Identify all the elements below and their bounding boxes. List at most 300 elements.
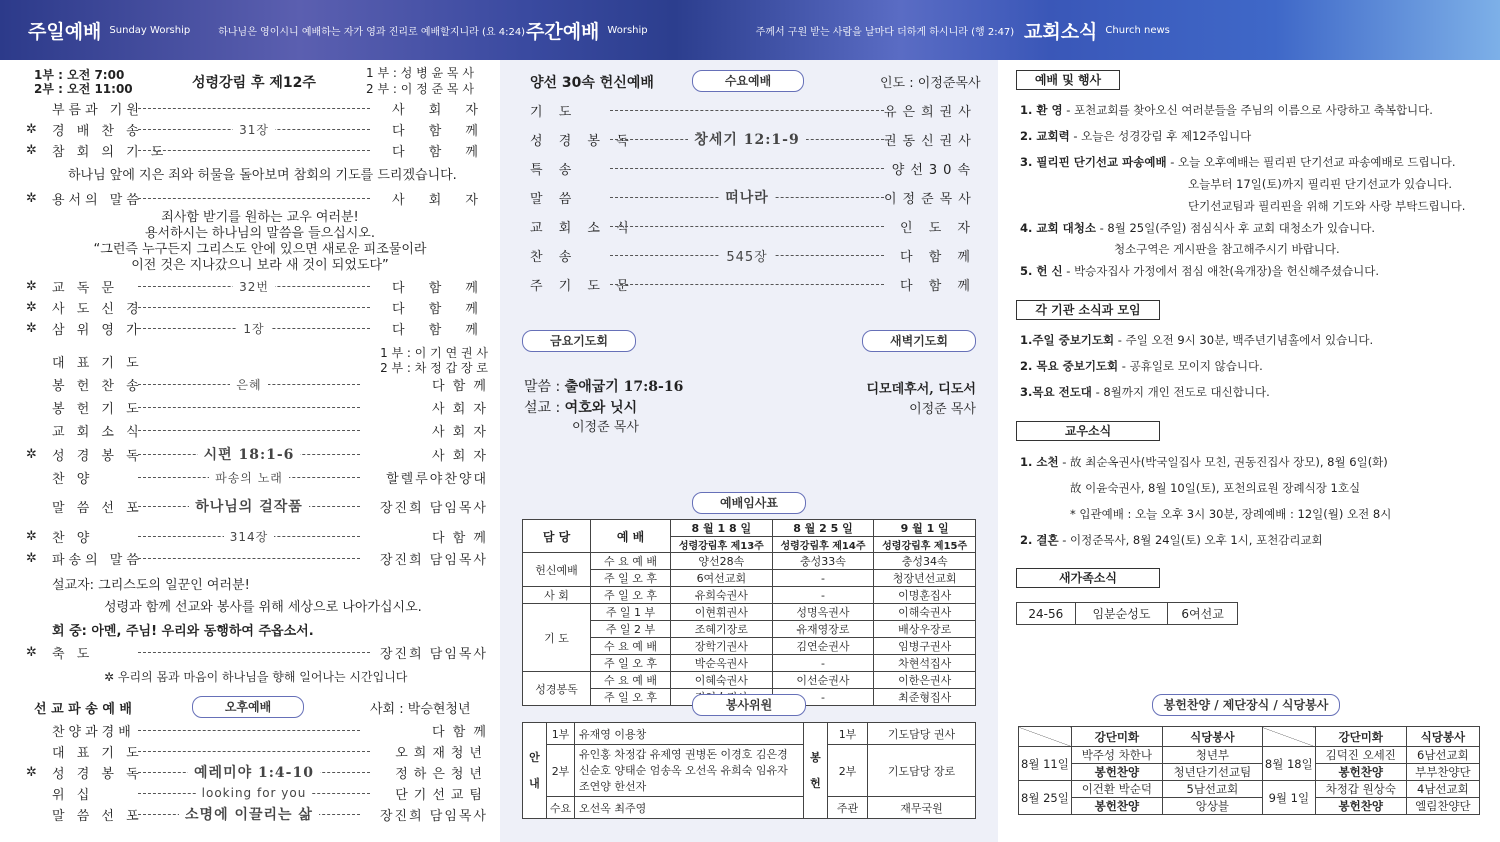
- order-detail: looking for you: [196, 786, 313, 800]
- dash-line: [138, 496, 360, 516]
- event-item: [1020, 128, 1251, 144]
- dash-line: [138, 741, 370, 761]
- order-right: 다 함 께: [392, 301, 488, 317]
- offering-label: 봉헌: [804, 723, 828, 819]
- duty-service: 주 일 2 부: [591, 621, 671, 638]
- news-header-title: 교회소식: [1024, 20, 1098, 43]
- usher-label: 안내: [523, 723, 547, 819]
- rep-prayer-row: [26, 346, 488, 376]
- service-row: [523, 745, 976, 797]
- friday-word-label: 말씀 :: [524, 379, 561, 395]
- star-mark: ✲: [26, 299, 37, 315]
- dash-line: [610, 216, 884, 236]
- duty-date-2: 8 월 2 5 일: [772, 520, 874, 537]
- order-detail: 545장: [720, 246, 773, 265]
- bottom-cell: 엘림찬양단: [1406, 798, 1479, 815]
- duty-cell: 이해숙권사: [874, 604, 976, 621]
- dawn-preacher: 이정준 목사: [909, 402, 976, 417]
- order-right: 유은희권사: [884, 104, 977, 120]
- duty-cell: 이현휘권사: [671, 604, 773, 621]
- duty-cell: 임병구권사: [874, 638, 976, 655]
- duty-cell: 6여선교회: [671, 570, 773, 587]
- weekly-worship-column: [500, 60, 998, 842]
- bottom-pill: 봉헌찬양 / 제단장식 / 식당봉사: [1152, 694, 1340, 716]
- order-right: 다 함 께: [432, 530, 488, 546]
- star-mark: ✲: [26, 121, 37, 137]
- order-detail: 하나님의 걸작품: [189, 496, 309, 516]
- offering-3-label: 주관: [828, 797, 868, 819]
- service-pill: 봉사위원: [692, 694, 806, 716]
- duty-cell: 이명훈집사: [874, 587, 976, 604]
- order-right: 다 함 께: [392, 144, 488, 160]
- usher-2-label: 2부: [547, 745, 575, 797]
- order-row: [26, 783, 488, 803]
- bottom-row: [1019, 747, 1480, 764]
- weekly-lead: 인도 : 이정준목사: [880, 76, 981, 91]
- duty-service: 주 일 오 후: [591, 587, 671, 604]
- dash-line: [138, 467, 360, 487]
- bottom-head: 강단미화: [1315, 727, 1406, 747]
- duty-head-service: 예 배: [591, 520, 671, 553]
- event-item: [1020, 220, 1375, 236]
- star-mark: ✲: [26, 278, 37, 294]
- bottom-cell: 5남선교회: [1162, 781, 1262, 798]
- duty-cell: 양선28속: [671, 553, 773, 570]
- news-label: 1. 소천: [1020, 455, 1059, 469]
- duty-cell: 최준형집사: [874, 689, 976, 706]
- order-name: 주 기 도 문: [530, 278, 635, 294]
- sending-line-3: 회 중: 아멘, 주님! 우리와 동행하여 주옵소서.: [52, 624, 314, 639]
- weekly-order-row: [530, 129, 976, 149]
- order-right: 사 회 자: [432, 424, 488, 440]
- order-name: 위 십: [52, 787, 94, 803]
- duty-pill: 예배임사표: [692, 492, 806, 514]
- service-time-2: 2부 : 오전 11:00: [34, 82, 133, 96]
- newfamily-name: 임분순성도: [1075, 603, 1168, 625]
- duty-group: 성경봉독: [523, 672, 591, 706]
- order-name: 대 표 기 도: [52, 355, 143, 371]
- duty-service: 수 요 예 배: [591, 672, 671, 689]
- news-label: 2. 결혼: [1020, 533, 1059, 547]
- order-name: 삼 위 영 가: [52, 322, 143, 338]
- duty-cell: -: [772, 587, 874, 604]
- order-name: 말 씀 선 포: [52, 808, 143, 824]
- member-item: [1070, 506, 1391, 522]
- order-detail: 소명에 이끌리는 삶: [179, 804, 319, 824]
- rep-prayer-2: 2 부 : 차 정 갑 장 로: [380, 361, 488, 375]
- bottom-date: 9월 1일: [1262, 781, 1315, 815]
- news-text: - 故 최순옥권사(박국일집사 모친, 권동진집사 장모), 8월 6일(화): [1062, 455, 1388, 469]
- pardon-text: [60, 210, 460, 274]
- order-name: 찬양과경배: [52, 724, 135, 740]
- bottom-corner-right: [1262, 727, 1315, 747]
- duty-cell: 유희숙권사: [671, 587, 773, 604]
- bottom-date: 8월 11일: [1019, 747, 1072, 781]
- order-name: 교 독 문: [52, 280, 118, 296]
- duty-date-3: 9 월 1 일: [874, 520, 976, 537]
- bottom-row: [1019, 764, 1480, 781]
- order-row: [26, 140, 488, 160]
- order-name: 경 배 찬 송: [52, 123, 143, 139]
- duty-row: [523, 570, 976, 587]
- bottom-head: 식당봉사: [1162, 727, 1262, 747]
- news-text: - 박승자집사 가정에서 점심 애찬(육개장)을 헌신해주셨습니다.: [1066, 264, 1380, 278]
- bottom-cell: 청년부: [1162, 747, 1262, 764]
- order-name: 참 회 의 기 도: [52, 144, 168, 160]
- weekly-header-verse: 주께서 구원 받는 사람을 날마다 더하게 하시니라 (행 2:47): [755, 26, 1015, 38]
- bottom-cell: 차정갑 원상숙: [1315, 781, 1406, 798]
- news-text: - 8월 25일(주일) 점심식사 후 교회 대청소가 있습니다.: [1099, 221, 1375, 235]
- service-row: [523, 797, 976, 819]
- afternoon-host: 사회 : 박승현청년: [370, 702, 471, 717]
- order-name: 찬 송: [530, 249, 578, 265]
- org-item: [1020, 384, 1270, 400]
- duty-date-1: 8 월 1 8 일: [671, 520, 773, 537]
- bottom-cell: 봉헌찬양: [1315, 798, 1406, 815]
- news-label: 5. 헌 신: [1020, 264, 1063, 278]
- star-mark: ✲: [26, 528, 37, 544]
- duty-group: 사 회: [523, 587, 591, 604]
- newfamily-title: 새가족소식: [1016, 568, 1160, 588]
- newfamily-table: [1016, 602, 1238, 625]
- order-name: 파송의 말씀: [52, 552, 143, 568]
- news-label: 2. 목요 중보기도회: [1020, 359, 1119, 373]
- dash-line: [138, 98, 370, 118]
- order-right: 다 함 께: [392, 322, 488, 338]
- pardon-line: 죄사함 받기를 원하는 교우 여러분!: [161, 210, 359, 225]
- bottom-cell: 봉헌찬양: [1071, 798, 1162, 815]
- duty-cell: 성명옥권사: [772, 604, 874, 621]
- dash-line: [138, 783, 370, 803]
- news-text: 단기선교팀과 필리핀을 위해 기도와 사랑 부탁드립니다.: [1188, 199, 1466, 213]
- order-name: 성 경 봉 독: [530, 133, 635, 149]
- news-text: - 오늘 오후예배는 필리핀 단기선교 파송예배로 드립니다.: [1170, 155, 1456, 169]
- order-right: 다 함 께: [900, 249, 976, 265]
- dash-line: [610, 245, 884, 265]
- order-row: [26, 804, 488, 824]
- duty-cell: 이선순권사: [772, 672, 874, 689]
- news-header-sub: Church news: [1105, 24, 1170, 36]
- friday-word-text: 출애굽기 17:8-16: [564, 379, 684, 395]
- order-row: [26, 741, 488, 761]
- order-row: [26, 374, 488, 394]
- order-right: 장진희 담임목사: [379, 500, 488, 516]
- bottom-corner-left: [1019, 727, 1072, 747]
- order-detail: 예레미야 1:4-10: [188, 762, 320, 782]
- usher-2-line: 유인홍 차정갑 유제영 권병돈 이경호 김은경: [579, 747, 788, 761]
- afternoon-pill: 오후예배: [192, 696, 304, 718]
- duty-row: [523, 621, 976, 638]
- order-row: [26, 420, 488, 440]
- dash-inner: [610, 129, 884, 149]
- duty-row: [523, 553, 976, 570]
- order-name: 말 씀 선 포: [52, 500, 143, 516]
- usher-1-label: 1부: [547, 723, 575, 745]
- bottom-cell: 봉헌찬양: [1071, 764, 1162, 781]
- dash-line: [138, 526, 360, 546]
- dash-line: [138, 762, 370, 782]
- star-mark: ✲: [26, 446, 37, 462]
- duty-cell: 충성34속: [874, 553, 976, 570]
- duty-cell: 유재영장로: [772, 621, 874, 638]
- member-item: [1020, 532, 1323, 548]
- wednesday-pill: 수요예배: [692, 70, 804, 92]
- order-name: 사 도 신 경: [52, 301, 143, 317]
- rep-prayer-1: 1 부 : 이 기 연 권 사: [380, 346, 488, 360]
- bottom-cell: 봉헌찬양: [1315, 764, 1406, 781]
- order-right: 할렐루야찬양대: [386, 471, 488, 487]
- dash-inner: [610, 274, 884, 294]
- dash-line: [138, 420, 360, 440]
- dash-line: [138, 720, 360, 740]
- usher-3-label: 수요: [547, 797, 575, 819]
- dash-line: [610, 158, 884, 178]
- order-right: 사 회 자: [392, 192, 488, 208]
- sunday-header: [28, 0, 525, 60]
- bottom-cell: 이건환 박순덕: [1071, 781, 1162, 798]
- duty-cell: 장학기권사: [671, 638, 773, 655]
- duty-cell: 이혜숙권사: [671, 672, 773, 689]
- service-time-1: 1부 : 오전 7:00: [34, 68, 125, 82]
- star-mark: ✲: [26, 644, 37, 660]
- sunday-header-sub: Sunday Worship: [109, 24, 191, 36]
- order-detail: 파송의 노래: [209, 469, 289, 486]
- duty-cell: 박순옥권사: [671, 655, 773, 672]
- dash-inner: [610, 245, 884, 265]
- church-news-column: [998, 60, 1500, 842]
- dash-line: [138, 140, 370, 160]
- duty-cell: 차현석집사: [874, 655, 976, 672]
- order-row: [26, 397, 488, 417]
- star-mark: ✲: [26, 190, 37, 206]
- order-right: 이정준목사: [884, 191, 977, 207]
- bottom-date: 8월 18일: [1262, 747, 1315, 781]
- duty-row: [523, 672, 976, 689]
- event-item: [1188, 198, 1465, 214]
- order-right: 다 함 께: [432, 378, 488, 394]
- order-right: 양선30속: [891, 162, 976, 178]
- event-item: [1114, 241, 1340, 257]
- bottom-head-row: [1019, 727, 1480, 747]
- pardon-row: [26, 188, 488, 208]
- order-detail: 은혜: [230, 376, 267, 393]
- news-text: 청소구역은 게시판을 참고해주시기 바랍니다.: [1114, 242, 1340, 256]
- weekly-order-row: [530, 187, 976, 207]
- sending-line-1: 설교자: 그리스도의 일꾼인 여러분!: [52, 578, 250, 593]
- duty-head-row: [523, 520, 976, 537]
- weekly-order-row: [530, 100, 976, 120]
- pardon-line: “그런즉 누구든지 그리스도 안에 있으면 새로운 피조물이라: [93, 242, 427, 257]
- duty-row: [523, 587, 976, 604]
- bottom-cell: 박주성 차한나: [1071, 747, 1162, 764]
- duty-row: [523, 604, 976, 621]
- order-right: 사 회 자: [432, 448, 488, 464]
- duty-head-charge: 담 당: [523, 520, 591, 553]
- order-name: 교 회 소 식: [52, 424, 143, 440]
- newfamily-row: [1017, 603, 1238, 625]
- order-row: [26, 276, 488, 296]
- duty-week-2: 성령강림후 제14주: [772, 537, 874, 553]
- usher-3-names: 오선옥 최주영: [575, 797, 804, 819]
- pardon-line: 용서하시는 하나님의 말씀을 들으십시오.: [144, 226, 375, 241]
- friday-sermon-label: 설교 :: [524, 400, 561, 416]
- service-table: [522, 722, 976, 819]
- bottom-cell: 6남선교회: [1406, 747, 1479, 764]
- sending-line-2: 성령과 함께 선교와 봉사를 위해 세상으로 나아가십시오.: [104, 600, 422, 615]
- dash-inner: [610, 216, 884, 236]
- friday-pill: 금요기도회: [522, 330, 636, 352]
- order-detail: 31장: [233, 121, 275, 138]
- duty-group: 기 도: [523, 604, 591, 672]
- order-name: 찬 양: [52, 471, 94, 487]
- dash-line: [138, 188, 370, 208]
- dash-line: [138, 804, 360, 824]
- star-mark: ✲: [26, 320, 37, 336]
- order-name: 특 송: [530, 162, 578, 178]
- duty-service: 주 일 1 부: [591, 604, 671, 621]
- afternoon-label: 선 교 파 송 예 배: [34, 702, 132, 717]
- duty-cell: 조혜기장로: [671, 621, 773, 638]
- bottom-cell: 김덕진 오세진: [1315, 747, 1406, 764]
- dash-line: [138, 642, 370, 662]
- duty-table: [522, 519, 976, 706]
- star-mark: ✲: [26, 764, 37, 780]
- event-item: [1020, 263, 1379, 279]
- usher-2-line: 조연양 한선자: [579, 779, 647, 793]
- order-name: 봉 헌 찬 송: [52, 378, 143, 394]
- duty-week-3: 성령강림후 제15주: [874, 537, 976, 553]
- order-right: 다 함 께: [432, 724, 488, 740]
- star-mark: ✲: [26, 142, 37, 158]
- confession-text: 하나님 앞에 지은 죄와 허물을 돌아보며 참회의 기도를 드리겠습니다.: [68, 168, 457, 183]
- preacher-2: 2 부 : 이 정 준 목 사: [366, 82, 474, 96]
- order-name: 대 표 기 도: [52, 745, 143, 761]
- friday-preacher: 이정준 목사: [572, 420, 639, 435]
- bottom-head: 강단미화: [1071, 727, 1162, 747]
- dash-line: [610, 187, 884, 207]
- dash-line: [610, 274, 884, 294]
- bottom-table: [1018, 726, 1480, 815]
- news-label: 3.목요 전도대: [1020, 385, 1092, 399]
- duty-service: 수 요 예 배: [591, 553, 671, 570]
- order-name: 기 도: [530, 104, 578, 120]
- order-row: [26, 98, 488, 118]
- sunday-header-verse: 하나님은 영이시니 예배하는 자가 영과 진리로 예배할지니라 (요 4:24): [218, 26, 526, 38]
- duty-cell: 청장년선교회: [874, 570, 976, 587]
- sunday-worship-column: [0, 60, 500, 842]
- order-name: 교 회 소 식: [530, 220, 635, 236]
- event-item: [1020, 102, 1433, 118]
- duty-row: [523, 655, 976, 672]
- bottom-body: [1019, 747, 1480, 815]
- preacher-1: 1 부 : 성 병 윤 목 사: [366, 66, 474, 80]
- order-detail: 314장: [224, 528, 275, 545]
- order-right: 정하은청년: [395, 766, 488, 782]
- duty-service: 주 일 오 후: [591, 655, 671, 672]
- news-header: [1024, 0, 1198, 60]
- order-right: 사 회 자: [392, 102, 488, 118]
- duty-cell: 김연순권사: [772, 638, 874, 655]
- news-label: 1. 환 영: [1020, 103, 1063, 117]
- news-text: 故 이윤숙권사, 8월 10일(토), 포천의료원 장례식장 1호실: [1070, 481, 1361, 495]
- order-name: 말 씀: [530, 191, 578, 207]
- dash-line: [138, 374, 360, 394]
- sunday-header-title: 주일예배: [28, 20, 102, 43]
- duty-service: 주 일 오 후: [591, 689, 671, 706]
- usher-2-names: [575, 745, 804, 797]
- friday-sermon: [524, 397, 637, 417]
- bottom-cell: 청년단기선교팀: [1162, 764, 1262, 781]
- duty-week-1: 성령강림후 제13주: [671, 537, 773, 553]
- order-row: [26, 762, 488, 782]
- duty-cell: -: [772, 689, 874, 706]
- order-row: [26, 526, 488, 546]
- order-detail: 1장: [237, 320, 270, 337]
- member-item: [1070, 480, 1360, 496]
- order-right: 다 함 께: [392, 123, 488, 139]
- order-right: 단기선교팀: [395, 787, 488, 803]
- bottom-cell: 부부찬양단: [1406, 764, 1479, 781]
- order-name: 축 도: [52, 646, 94, 662]
- order-name: 부름과 기원: [52, 102, 143, 118]
- dash-line: [138, 444, 360, 464]
- news-text: - 오늘은 성경강림 후 제12주입니다: [1073, 129, 1252, 143]
- dash-inner: [610, 100, 884, 120]
- benediction-note: ✲ 우리의 몸과 마음이 하나님을 향해 일어나는 시간입니다: [104, 670, 408, 684]
- benediction-row: [26, 642, 488, 662]
- weekly-order-row: [530, 216, 976, 236]
- usher-1-names: 유재영 이용창: [575, 723, 804, 745]
- dawn-word: 디모데후서, 디도서: [866, 382, 976, 397]
- order-detail: 떠나라: [719, 187, 775, 207]
- order-right: 다 함 께: [392, 280, 488, 296]
- order-row: [26, 119, 488, 139]
- dash-line: [138, 276, 370, 296]
- dash-line: [610, 129, 884, 149]
- order-right: 인 도 자: [900, 220, 976, 236]
- news-text: - 이정준목사, 8월 24일(토) 오후 1시, 포천감리교회: [1062, 533, 1323, 547]
- order-right: 오희재청년: [395, 745, 488, 761]
- sunday-title: 성령강림 후 제12주: [192, 75, 316, 91]
- order-name: 찬 양: [52, 530, 94, 546]
- news-label: 4. 교회 대청소: [1020, 221, 1096, 235]
- offering-3-value: 재무국원: [868, 797, 976, 819]
- order-row: [26, 297, 488, 317]
- weekly-order-row: [530, 158, 976, 178]
- duty-service: 주 일 오 후: [591, 570, 671, 587]
- news-text: 오늘부터 17일(토)까지 필리핀 단기선교가 있습니다.: [1188, 177, 1453, 191]
- duty-body: [523, 553, 976, 706]
- duty-cell: -: [772, 570, 874, 587]
- order-row: [26, 720, 488, 740]
- news-text: - 8월까지 개인 전도로 대신합니다.: [1095, 385, 1270, 399]
- usher-2-line: 신순호 양태순 엄송옥 오선옥 유희숙 임유자: [579, 763, 788, 777]
- order-name: 성 경 봉 독: [52, 448, 143, 464]
- newfamily-group: 6여선교: [1168, 603, 1238, 625]
- order-row: [26, 467, 488, 487]
- order-row: [26, 496, 488, 516]
- dash-line: [138, 548, 360, 568]
- pardon-line: 이전 것은 지나갔으니 보라 새 것이 되었도다”: [131, 258, 389, 273]
- dash-line: [138, 119, 370, 139]
- order-detail: 시편 18:1-6: [198, 444, 301, 464]
- order-row: [26, 548, 488, 568]
- order-right: 권동신권사: [884, 133, 977, 149]
- member-item: [1020, 454, 1388, 470]
- bottom-cell: 4남선교회: [1406, 781, 1479, 798]
- order-right: 다 함 께: [900, 278, 976, 294]
- duty-cell: 배상우장로: [874, 621, 976, 638]
